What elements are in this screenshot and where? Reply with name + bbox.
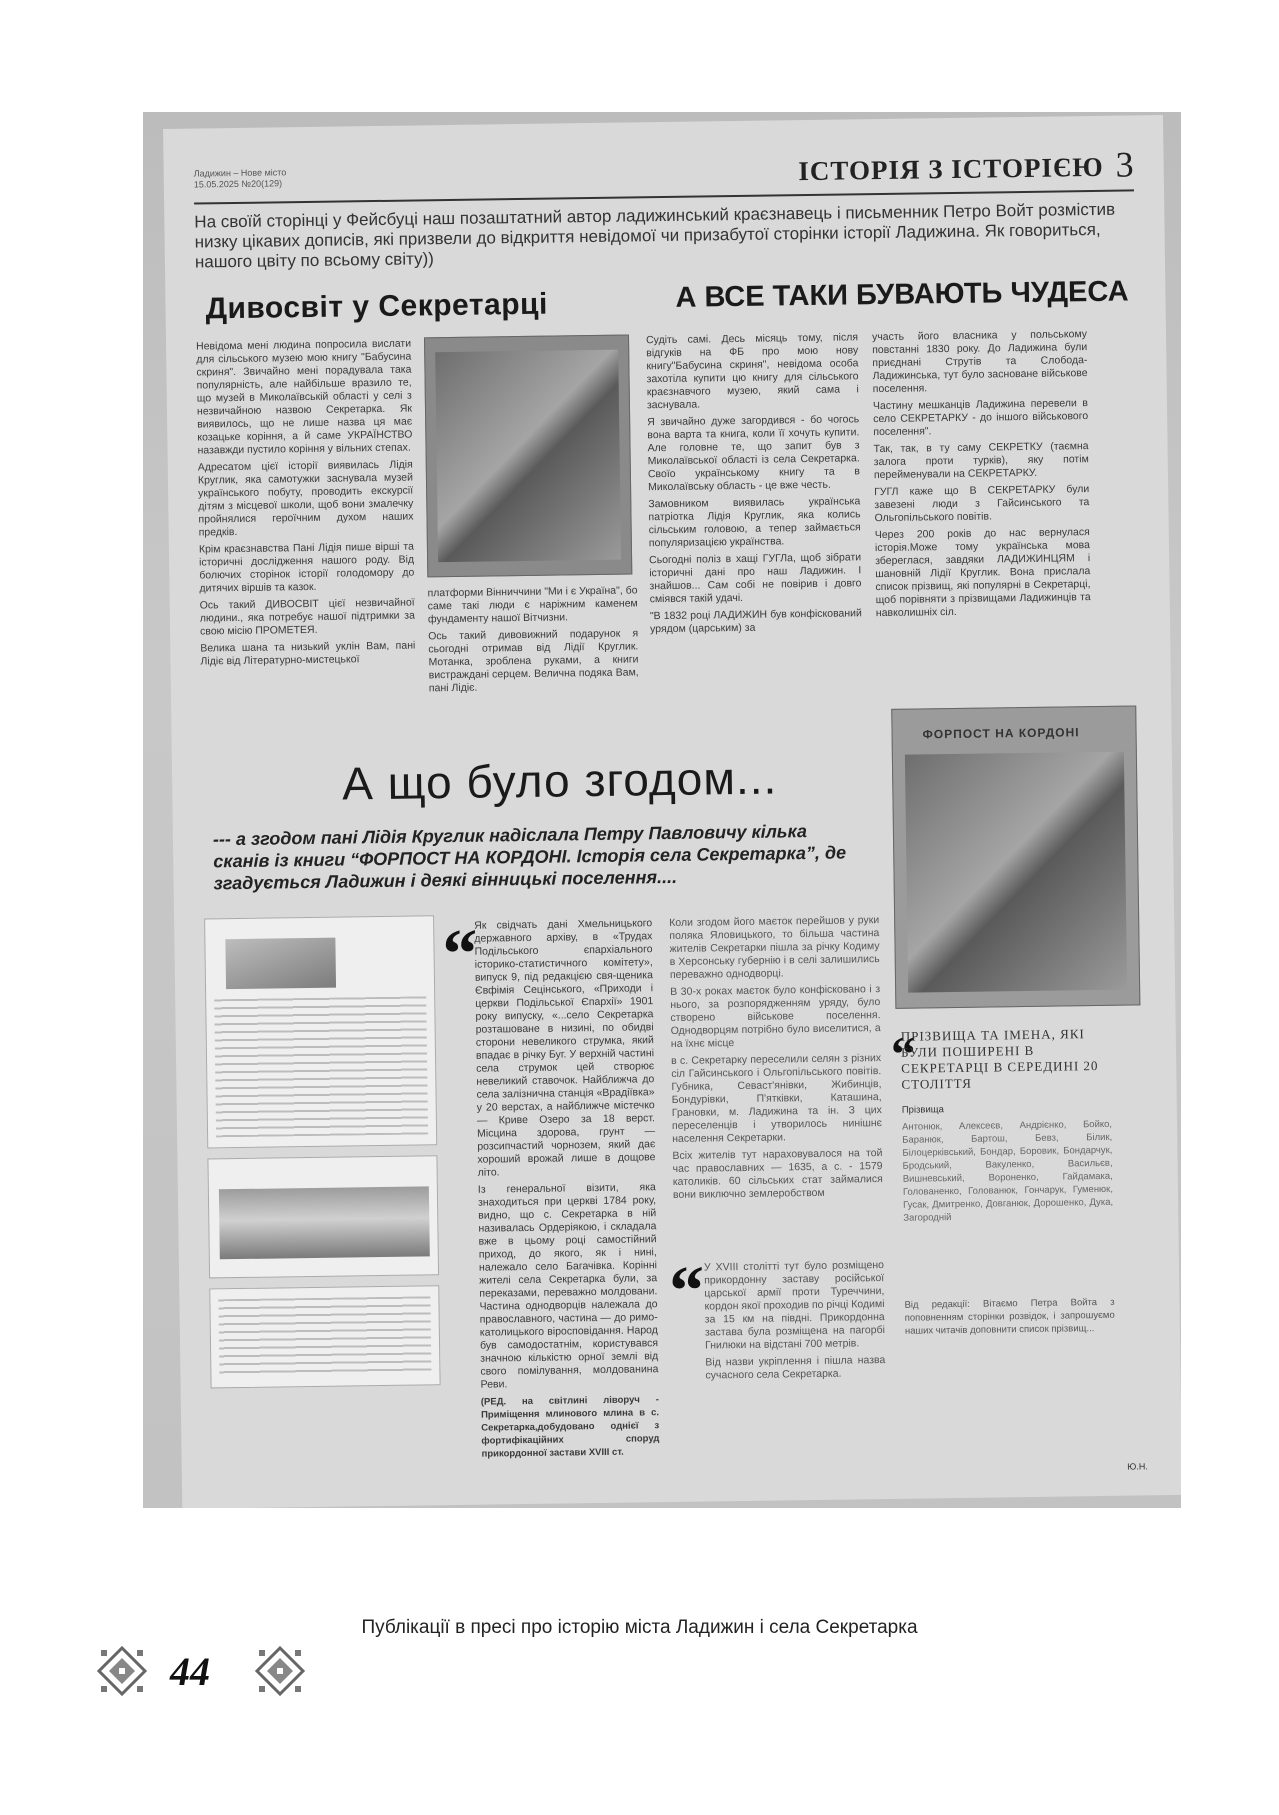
section-title: ІСТОРІЯ З ІСТОРІЄЮ xyxy=(798,151,1104,187)
article1-col1: Невідома мені людина попросила вислати для сільського музею мою книгу "Бабусина скриня". Звичайно мені порадувала така популярність, але найбільше вразило те, що музей в Миколаївській області у селі з незвичайною назвою Секретарка. Як виявилось, що не лише назва ця має козацьке коріння, а й саме УКРАЇНСТВО назавжди пустило коріння у вільних степах. Адресатом цієї історії виявилась Лідія Круглик, яка самотужки заснувала музей українського побуту, проводить екскурсії дітям з місцевої школи, щоб вони змалечку пройнялися героїчним духом наших предків. Крім краєзнавства Пані Лідія пише вірші та історичні дослідження нашого роду. Від болючих сторінок історії голодомору до дитячих віршів та казок. Ось такий ДИВОСВІТ цієї незвичайної людини., яка потребує нашої підтримки за свою місію ПРОМЕТЕЯ. Велика шана та низький уклін Вам, пані Лідіє від Літературно-мистецької xyxy=(196,337,416,668)
article3-subtitle: --- а згодом пані Лідія Круглик надіслала Петру Павловичу кілька сканів із книги “ФОРПОСТ НА КОРДОНІ. Історія села Секретарка”, де згадується Ладижин і деякі вінницькі поселення.... xyxy=(212,821,847,894)
newspaper-page-number: 3 xyxy=(1115,144,1134,185)
sidebar-title: ПРІЗВИЩА ТА ІМЕНА, ЯКІ БУЛИ ПОШИРЕНІ В СЕКРЕТАРЦІ В СЕРЕДИНІ 20 СТОЛІТТЯ xyxy=(900,1026,1099,1092)
scan-book-page-1 xyxy=(204,915,437,1148)
photo-books-doll xyxy=(424,334,632,577)
masthead: Ладижин – Нове місто xyxy=(193,167,287,179)
article2-title: А ВСЕ ТАКИ БУВАЮТЬ ЧУДЕСА xyxy=(675,275,1129,314)
issue-number: №20(129) xyxy=(241,178,283,189)
article3-col3: У XVIII столітті тут було розміщено прикордонну заставу російської царської армії проти Туреччини, кордон якої проходив по річці Кодимі за 15 км на півдні. Прикордонна застава була розміщена на пагорбі Гнилюки на відстані 700 метрів. Від назви укріплення і пішла назва сучасного села Секретарка. xyxy=(703,1259,886,1382)
scan-mill-photo xyxy=(207,1155,439,1278)
article3-col2: Коли згодом його маєток перейшов у руки поляка Яловицького, то більша частина жителів Секретарки пішла за річку Кодиму в Херсонську губернію і в селі залишились переважно однодворці. В 30-х роках маєток було конфісковано і з нього, за розпорядженням уряду, було створено військове поселення. Однодворцям потрібно було виселитися, а на їхнє місце в с. Секретарку переселили селян з різних сіл Гайсинського і Ольгопільського повітів. Губника, Севаст'янівки, Жибинців, Бондурівки, П'ятківки, Каташина, Грановки, м. Ладижина та ін. З цих переселенців і утворилось нинішнє населення Секретарки. Всіх жителів тут нараховувалося на той час православних — 1635, а с. - 1579 католиків. 60 сільських стат займалися вони виключно землеробством xyxy=(669,914,883,1201)
quote-mark-icon: “ xyxy=(442,915,479,994)
article1-col2: платформи Вінниччини "Ми і є Україна", бо саме такі люди є наріжним каменем фундаменту нашої Вітчизни. Ось такий дивовижний подарунок я сьогодні отримав від Лідії Круглик. Мотанка, зроблена руками, а книги вистраждані серцем. Велична подяка Вам, пані Лідіє. xyxy=(427,584,639,695)
article2-col1: Судіть самі. Десь місяць тому, після відгуків на ФБ про мою нову книгу"Бабусина скриня", невідома особа захотіла купити цю книгу для сільського краєзнавчого музею, який сама і заснувала. Я звичайно дуже загордився - бо чогось вона варта та книга, коли її хочуть купити. Але головне те, що запит був з Миколаївської області із села Секретарка. Своїо українському книгу та в Миколаївську область - це вже честь. Замовником виявилась українська патріотка Лідія Круглик, яка колись сільським головою, а тепер займається популяризацією українства. Сьогодні поліз в хащі ГУГЛа, щоб зібрати історичні дані про наш Ладижин. І знайшов... Сам собі не повірив і довго сміявся такій удачі. "В 1832 році ЛАДИЖИН був конфіскований урядом (царським) за xyxy=(645,331,862,636)
intro-text: На своїй сторінці у Фейсбуці наш позаштатний автор ладижинський краєзнавець і письменник Петро Войт розмістив низку цікавих дописів, які призвели до відкриття невідомої чи призабутої сторінки історії Ладижина. Як говориться, нашого цвіту по всьому світу)) xyxy=(194,199,1116,272)
photo-forpost-book xyxy=(891,705,1140,1008)
sidebar-list: Прізвища Антонюк, Алексеєв, Андрієнко, Бойко, Баранюк, Бартош, Бевз, Білик, Білоцерківський, Бондар, Боровик, Бондарчук, Бродський, Вакуленко, Васильєв, Вишневський, Вороненко, Гайдамака, Голованенко, Голованюк, Гончарук, Гуменюк, Гусак, Дмитренко, Довганюк, Дорошенко, Дука, Загородній xyxy=(901,1104,1114,1224)
article3-col1: Як свідчать дані Хмельницького державного архіву, в «Трудах Подільського єпархіального історико-статистичного комітету», випуск 9, під редакцією свя-щеника Євфімія Сецінського, «Приходи і церкви Подільської Єпархії» 1901 року випуску, «...село Секретарка розташоване в низині, по обидві сторони невеликого струмка, який впадає в річку Буг. У верхній частині села струмок цей створює невеликий ставочок. Найближча до села залізнична станція «Врадіївка» у 20 верстах, а найближче містечко — Криве Озеро за 18 верст. Місцина здорова, грунт — розсипчастий чорнозем, який дає хороший врожай лише в дощове літо. Із генеральної візити, яка знаходиться при церкві 1784 року, видно, що с. Секретарка в ній називалась Ордеріякою, і складала вже в цьому році самостійний приход, до якого, як і нині, належало село Багачівка. Корінні жителі села Секретарка були, за переказами, переважно молдовани. Частина однодворців належала до православного, частина — до римо-католицького віросповідання. Народ був самодостатнім, користувався значною кількістю орної землі від свого помілування, молдованина Реви. (РЕД. на світлині ліворуч - Приміщення млинового млина в с. Секретарка,добудовано однієї з фортифікаційних споруд прикордонної застави XVIII ст. xyxy=(474,917,660,1460)
newspaper-scan xyxy=(143,112,1181,1508)
scan-surnames-list xyxy=(209,1285,440,1388)
article3-title: А що було згодом... xyxy=(341,751,778,810)
photo-sign: ФОРПОСТ НА КОРДОНІ xyxy=(922,725,1080,742)
newspaper-page xyxy=(163,115,1181,1508)
embroidery-ornament-left-icon xyxy=(97,1646,147,1696)
page-number: 44 xyxy=(170,1649,210,1694)
embroidery-ornament-right-icon xyxy=(255,1646,305,1696)
quote-mark-icon-2: “ xyxy=(890,1025,917,1082)
figure-caption: Публікації в пресі про історію міста Ладижин і села Секретарка xyxy=(361,1617,918,1638)
editor-note: Від редакції: Вітаємо Петра Войта з поповненням сторінки розвідок, і запрошуємо наших читачів доповнити список прізвищ... xyxy=(904,1296,1115,1337)
issue-date: 15.05.2025 xyxy=(193,178,239,190)
signature: Ю.Н. xyxy=(1127,1461,1148,1472)
article1-title: Дивосвіт у Секретарці xyxy=(205,287,549,326)
quote-mark-icon-3: “ xyxy=(668,1252,705,1331)
article2-col2: участь його власника у польському повстанні 1830 року. До Ладижина були приєднані Струтів та Слобода-Ладижинська, тут було засноване військове поселення. Частину мешканців Ладижина перевели в село СЕКРЕТАРКУ - до іншого військового поселення". Так, так, в ту саму СЕКРЕТКУ (таємна залога проти турків), яку потім перейменували на СЕКРЕТАРКУ. ГУГЛ каже що В СЕКРЕТАРКУ були завезені люди з Гайсинського та Ольгопільського повітів. Через 200 років до нас вернулася історія.Може тому українська мова збереглася, завдяки ЛАДИЖИНЦЯМ і шановній Лідії Круглик. Вона прислала список прізвищ, які популярні в Секретарці, щоб порівняти з прізвищами Ладижинців та навколишніх сіл. xyxy=(871,328,1091,620)
masthead-block xyxy=(194,167,287,190)
